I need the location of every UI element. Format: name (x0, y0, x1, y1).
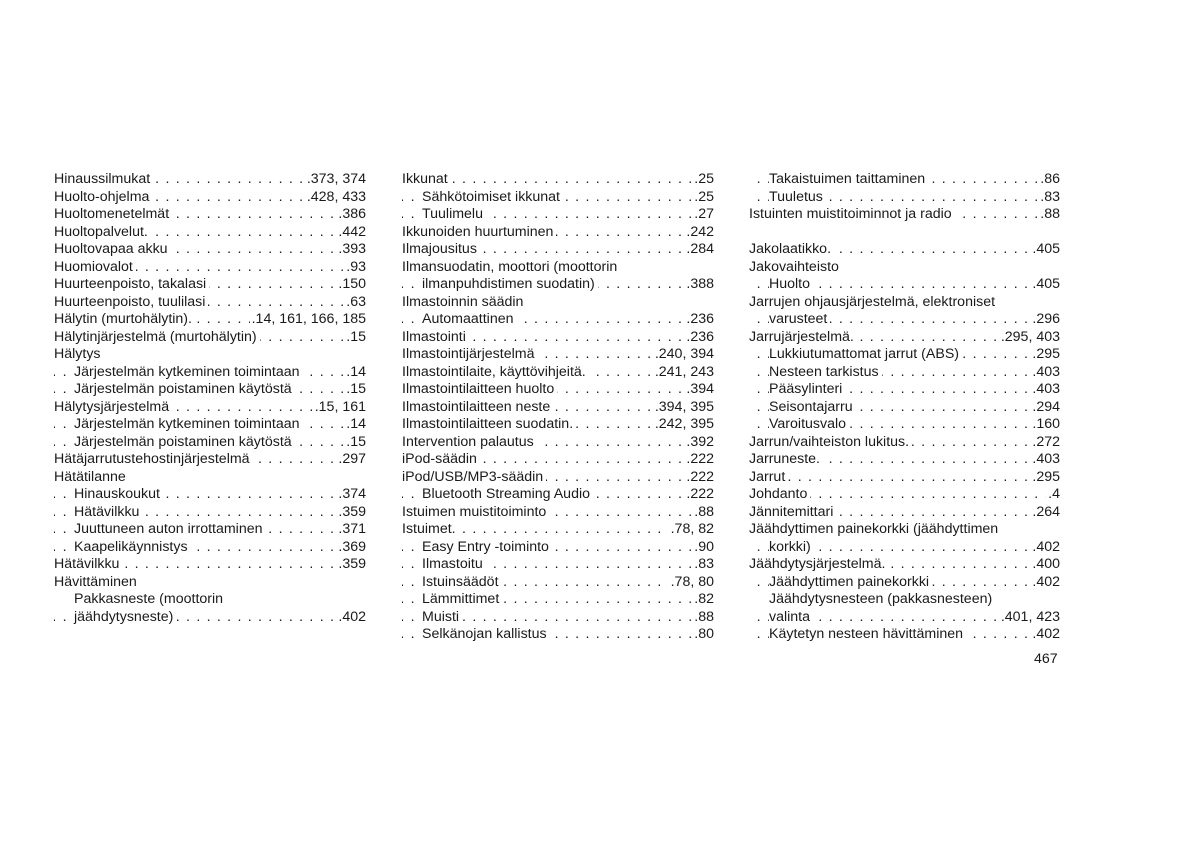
entry-page-ref: .297 (338, 451, 366, 467)
index-subentry (54, 486, 366, 504)
index-entry (54, 206, 366, 224)
index-entry (54, 574, 366, 592)
entry-text: Huurteenpoisto, takalasi (54, 276, 209, 292)
entry-text: Ilmastoinnin säädin (402, 294, 526, 310)
index-subentry (402, 206, 714, 224)
entry-page-ref: .295 (1032, 346, 1060, 362)
index-subentry (749, 609, 1060, 627)
entry-page-ref: .405 (1032, 276, 1060, 292)
entry-page-ref: .373, 374 (306, 171, 366, 187)
index-subentry (749, 311, 1060, 329)
entry-text: Muisti (422, 609, 462, 625)
entry-page-ref: .15 (346, 328, 366, 345)
entry-page-ref: .63 (346, 293, 366, 310)
entry-page-ref: .14 (346, 416, 366, 432)
entry-text: varusteet (769, 311, 830, 327)
index-subentry (402, 311, 714, 329)
entry-page-ref: .78, 80 (670, 573, 714, 590)
entry-text: Varoitusvalo (769, 416, 849, 432)
entry-text: Hälytys (54, 346, 104, 362)
entry-page-ref: .402 (1032, 573, 1060, 590)
entry-text: Huoltomenetelmät (54, 206, 172, 222)
index-entry (402, 469, 714, 487)
entry-page-ref: .236 (686, 328, 714, 345)
index-entry (749, 469, 1060, 487)
entry-page-ref: .294 (1032, 398, 1060, 415)
entry-text: Seisontajarru (769, 399, 856, 415)
index-subentry (749, 539, 1060, 557)
index-subentry (402, 574, 714, 592)
index-subentry (54, 609, 366, 627)
index-entry (402, 259, 714, 277)
entry-text: Ilmastointilaitteen neste (402, 399, 553, 415)
entry-text: Hinauskoukut (74, 486, 163, 502)
entry-text: Hätäjarrutustehostinjärjestelmä (54, 451, 253, 467)
index-subentry (402, 591, 714, 609)
entry-page-ref: .402 (1032, 626, 1060, 642)
entry-page-ref: .82 (694, 591, 714, 607)
entry-page-ref: .295, 403 (1000, 328, 1060, 345)
entry-text: Jäähdytysjärjestelmä. (749, 556, 888, 572)
entry-text: Jarruneste. (749, 451, 823, 467)
entry-text: iPod/USB/MP3-säädin (402, 469, 546, 485)
entry-text: Huoltovapaa akku (54, 241, 171, 257)
entry-text: Ilmastointilaitteen huolto (402, 381, 557, 397)
entry-text: Lukkiutumattomat jarrut (ABS) (769, 346, 962, 362)
entry-text: Hälytysjärjestelmä (54, 399, 172, 415)
index-entry (402, 294, 714, 312)
entry-text: Jarrun/vaihteiston lukitus. (749, 434, 912, 450)
index-subentry (749, 381, 1060, 399)
entry-text: Ilmastointilaitteen suodatin. (402, 416, 576, 432)
index-subentry (402, 556, 714, 574)
index-entry (402, 171, 714, 189)
entry-page-ref: .14 (346, 363, 366, 380)
entry-page-ref: .90 (694, 538, 714, 555)
entry-text: korkki) (769, 539, 814, 555)
index-entry (749, 329, 1060, 347)
index-entry (749, 486, 1060, 504)
entry-page-ref: .88 (694, 608, 714, 625)
entry-page-ref: .400 (1032, 556, 1060, 572)
entry-text: Ikkunat (402, 171, 451, 187)
index-entry (749, 434, 1060, 452)
entry-page-ref: .405 (1032, 241, 1060, 257)
index-spacer (749, 224, 1060, 242)
index-subentry (402, 189, 714, 207)
entry-page-ref: .236 (686, 311, 714, 327)
index-entry (54, 346, 366, 364)
index-subentry (54, 364, 366, 382)
index-subentry (402, 486, 714, 504)
entry-text: Jännitemittari (749, 504, 836, 520)
entry-text: Lämmittimet (422, 591, 502, 607)
index-subentry (749, 189, 1060, 207)
index-entry (402, 241, 714, 259)
entry-page-ref: .222 (686, 468, 714, 485)
entry-text: Istuinten muistitoiminnot ja radio (749, 206, 955, 222)
entry-page-ref: .392 (686, 433, 714, 450)
entry-page-ref: .222 (686, 451, 714, 467)
entry-text: Tuuletus (769, 189, 826, 205)
entry-page-ref: .393 (338, 241, 366, 257)
entry-text: Ilmastointilaite, käyttövihjeitä. (402, 364, 589, 380)
entry-page-ref: .86 (1040, 171, 1060, 187)
entry-page-ref: .359 (338, 556, 366, 572)
entry-text: Intervention palautus (402, 434, 537, 450)
entry-text: iPod-säädin (402, 451, 480, 467)
entry-text: Huolto-ohjelma (54, 189, 152, 205)
index-subentry (749, 591, 1060, 609)
index-entry (402, 329, 714, 347)
entry-page-ref: .240, 394 (654, 346, 714, 362)
index-subentry (749, 346, 1060, 364)
entry-text: Hinaussilmukat (54, 171, 153, 187)
entry-page-ref: .442 (338, 223, 366, 240)
index-entry (749, 294, 1060, 312)
entry-page-ref: .403 (1032, 363, 1060, 380)
entry-text: Huomiovalot (54, 259, 136, 275)
entry-text: Jäähdyttimen painekorkki (769, 574, 932, 590)
entry-text: Ilmastointijärjestelmä (402, 346, 537, 362)
index-entry (402, 224, 714, 242)
index-entry (402, 434, 714, 452)
index-entry (54, 329, 366, 347)
entry-text: Huurteenpoisto, tuulilasi (54, 294, 208, 310)
index-subentry (402, 276, 714, 294)
entry-text: Istuinsäädöt (422, 574, 502, 590)
entry-page-ref: .374 (338, 486, 366, 502)
entry-text: Takaistuimen taittaminen (769, 171, 928, 187)
entry-page-ref: .369 (338, 538, 366, 555)
entry-text: Ilmajousitus (402, 241, 480, 257)
entry-page-ref: .394 (686, 381, 714, 397)
entry-text: jäähdytysneste) (74, 609, 176, 625)
entry-page-ref: .83 (1040, 188, 1060, 205)
entry-text: Hätätilanne (54, 469, 129, 485)
entry-page-ref: .403 (1032, 381, 1060, 397)
entry-page-ref: .88 (1040, 206, 1060, 222)
index-entry (749, 259, 1060, 277)
index-entry (402, 364, 714, 382)
index-subentry (749, 171, 1060, 189)
index-entry (402, 346, 714, 364)
entry-text: Hätävilkku (74, 504, 142, 520)
entry-page-ref: .264 (1032, 503, 1060, 520)
entry-page-ref: .386 (338, 206, 366, 222)
index-entry (749, 241, 1060, 259)
entry-page-ref: .93 (346, 258, 366, 275)
entry-text: Hälytinjärjestelmä (murtohälytin) (54, 329, 260, 345)
index-entry (54, 259, 366, 277)
index-entry (749, 521, 1060, 539)
page-number: 467 (1034, 651, 1058, 667)
index-subentry (54, 591, 366, 609)
entry-text: Hätävilkku (54, 556, 122, 572)
index-entry (402, 521, 714, 539)
index-subentry (749, 276, 1060, 294)
entry-text: Ikkunoiden huurtuminen (402, 224, 556, 240)
entry-page-ref: .371 (338, 521, 366, 537)
index-entry (54, 224, 366, 242)
index-subentry (54, 416, 366, 434)
index-entry (54, 241, 366, 259)
entry-page-ref: .150 (338, 276, 366, 292)
entry-page-ref: .25 (694, 188, 714, 205)
entry-text: Käytetyn nesteen hävittäminen (769, 626, 966, 642)
index-entry (402, 416, 714, 434)
entry-text: Pääsylinteri (769, 381, 845, 397)
entry-text: Selkänojan kallistus (422, 626, 550, 642)
entry-page-ref: .4 (1048, 486, 1060, 502)
entry-text: Jakovaihteisto (749, 259, 842, 275)
index-entry (54, 399, 366, 417)
index-entry (54, 276, 366, 294)
entry-text: Jarrut (749, 469, 788, 485)
entry-page-ref: .428, 433 (306, 188, 366, 205)
entry-page-ref: .284 (686, 241, 714, 257)
entry-text: Tuulimelu (422, 206, 486, 222)
entry-text: Järjestelmän kytkeminen toimintaan (74, 416, 303, 432)
entry-page-ref: .15, 161 (314, 398, 366, 415)
entry-text: Jarrujärjestelmä. (749, 329, 857, 345)
entry-page-ref: .388 (686, 276, 714, 292)
index-subentry (749, 416, 1060, 434)
index-subentry (749, 626, 1060, 644)
entry-page-ref: .272 (1032, 433, 1060, 450)
index-entry (749, 206, 1060, 224)
entry-text: Istuimet. (402, 521, 459, 537)
index-subentry (402, 609, 714, 627)
entry-page-ref: .15 (346, 381, 366, 397)
entry-page-ref: .88 (694, 503, 714, 520)
entry-text: Jäähdytysnesteen (pakkasnesteen) (769, 591, 995, 607)
entry-text: valinta (769, 609, 813, 625)
index-column-1 (54, 171, 366, 626)
entry-text: Huoltopalvelut. (54, 224, 151, 240)
entry-text: Järjestelmän kytkeminen toimintaan (74, 364, 303, 380)
index-entry (54, 469, 366, 487)
entry-page-ref: .83 (694, 556, 714, 572)
index-entry (402, 504, 714, 522)
entry-text: Bluetooth Streaming Audio (422, 486, 593, 502)
index-subentry (54, 381, 366, 399)
entry-text: Automaattinen (422, 311, 517, 327)
entry-text: Jarrujen ohjausjärjestelmä, elektroniset (749, 294, 998, 310)
index-entry (402, 381, 714, 399)
index-subentry (54, 521, 366, 539)
index-entry (749, 451, 1060, 469)
index-column-3 (749, 171, 1060, 644)
entry-page-ref: .241, 243 (654, 363, 714, 380)
entry-page-ref: .80 (694, 626, 714, 642)
index-entry (54, 189, 366, 207)
entry-text: Easy Entry -toiminto (422, 539, 552, 555)
entry-text: Kaapelikäynnistys (74, 539, 191, 555)
entry-page-ref: .222 (686, 486, 714, 502)
entry-page-ref: .402 (1032, 538, 1060, 555)
entry-text: Järjestelmän poistaminen käytöstä (74, 381, 295, 397)
entry-text: Huolto (769, 276, 813, 292)
entry-text: Hälytin (murtohälytin). (54, 311, 195, 327)
entry-text: Hävittäminen (54, 574, 140, 590)
entry-page-ref: .359 (338, 503, 366, 520)
index-subentry (54, 434, 366, 452)
entry-text: Istuimen muistitoiminto (402, 504, 549, 520)
entry-page-ref: .403 (1032, 451, 1060, 467)
entry-page-ref: .401, 423 (1000, 608, 1060, 625)
entry-text: Pakkasneste (moottorin (74, 591, 226, 607)
index-entry (54, 171, 366, 189)
entry-page-ref: .25 (694, 171, 714, 187)
entry-text: Jakolaatikko. (749, 241, 834, 257)
entry-page-ref: .160 (1032, 416, 1060, 432)
index-subentry (749, 399, 1060, 417)
entry-text: Ilmastointi (402, 329, 469, 345)
entry-text: Sähkötoimiset ikkunat (422, 189, 563, 205)
entry-text: Johdanto (749, 486, 810, 502)
entry-text: Jäähdyttimen painekorkki (jäähdyttimen (749, 521, 1001, 537)
entry-text: ilmanpuhdistimen suodatin) (422, 276, 598, 292)
index-subentry (749, 574, 1060, 592)
entry-page-ref: .78, 82 (670, 521, 714, 537)
index-column-2 (402, 171, 714, 644)
entry-page-ref: .14, 161, 166, 185 (251, 311, 366, 327)
entry-page-ref: .394, 395 (654, 398, 714, 415)
entry-page-ref: .402 (338, 608, 366, 625)
entry-page-ref: .242 (686, 223, 714, 240)
index-subentry (402, 539, 714, 557)
index-subentry (749, 364, 1060, 382)
entry-text: Nesteen tarkistus (769, 364, 882, 380)
entry-text: Järjestelmän poistaminen käytöstä (74, 434, 295, 450)
index-entry (749, 556, 1060, 574)
entry-page-ref: .296 (1032, 311, 1060, 327)
index-subentry (54, 504, 366, 522)
index-entry (54, 556, 366, 574)
entry-page-ref: .242, 395 (654, 416, 714, 432)
index-entry (54, 451, 366, 469)
index-entry (402, 399, 714, 417)
entry-text: Ilmansuodatin, moottori (moottorin (402, 259, 620, 275)
entry-text: Juuttuneen auton irrottaminen (74, 521, 266, 537)
index-subentry (402, 626, 714, 644)
entry-page-ref: .295 (1032, 468, 1060, 485)
entry-page-ref: .27 (694, 206, 714, 222)
index-entry (402, 451, 714, 469)
index-entry (749, 504, 1060, 522)
entry-page-ref: .15 (346, 433, 366, 450)
index-entry (54, 311, 366, 329)
entry-text: Ilmastoitu (422, 556, 486, 572)
index-subentry (54, 539, 366, 557)
index-entry (54, 294, 366, 312)
